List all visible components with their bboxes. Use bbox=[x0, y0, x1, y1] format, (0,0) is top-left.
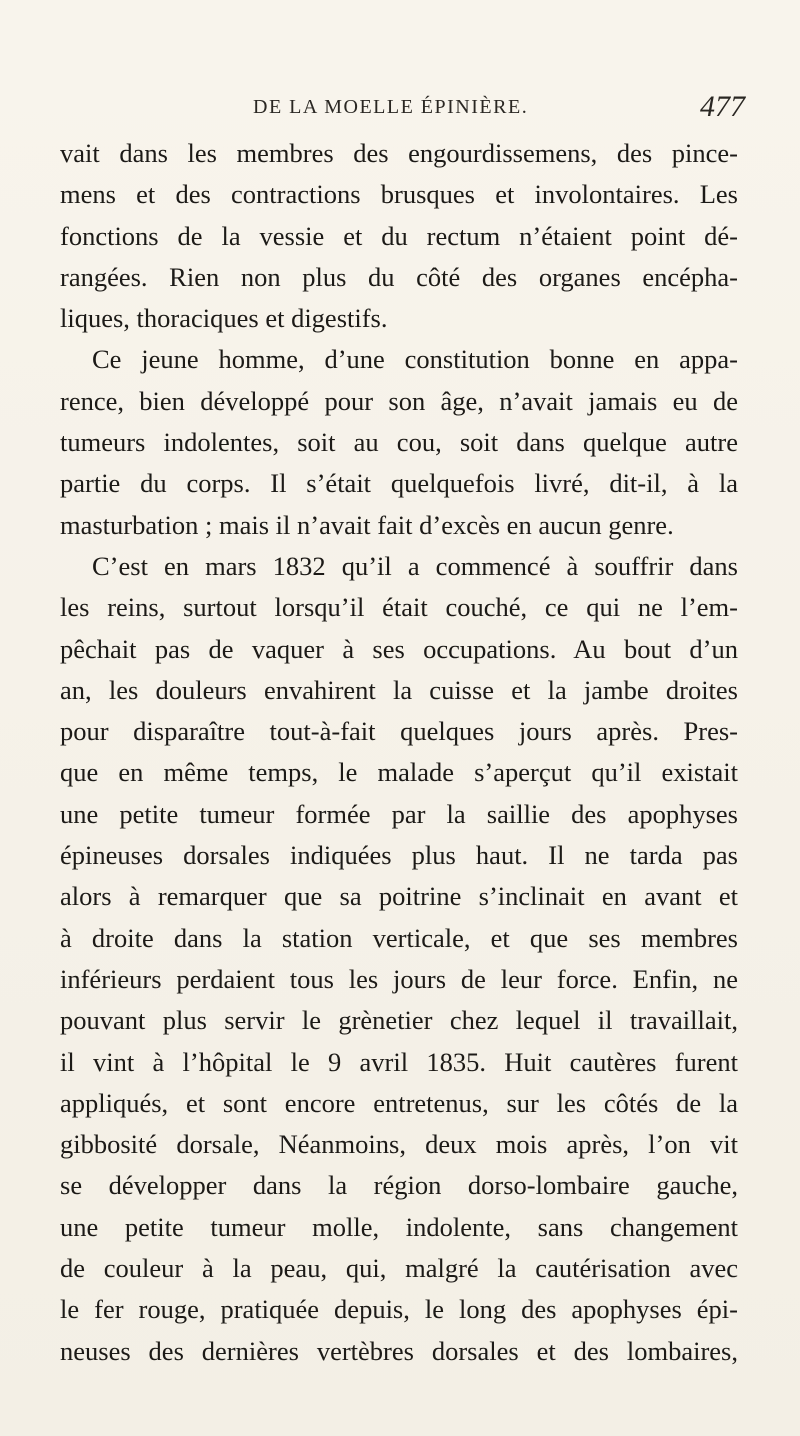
text-line: rangées. Rien non plus du côté des organes encépha- bbox=[60, 261, 738, 292]
text-line: alors à remarquer que sa poitrine s’inclinait en avant et bbox=[60, 881, 738, 912]
text-line: de couleur à la peau, qui, malgré la cautérisation avec bbox=[60, 1253, 738, 1284]
page-number: 477 bbox=[700, 90, 745, 123]
text-line: gibbosité dorsale, Néanmoins, deux mois après, l’on vit bbox=[60, 1129, 738, 1160]
running-head bbox=[0, 92, 800, 132]
text-line: tumeurs indolentes, soit au cou, soit dans quelque autre bbox=[60, 427, 738, 458]
text-line: C’est en mars 1832 qu’il a commencé à souffrir dans bbox=[92, 550, 738, 581]
text-line: mens et des contractions brusques et involontaires. Les bbox=[60, 179, 738, 210]
text-line: Ce jeune homme, d’une constitution bonne en appa- bbox=[92, 344, 738, 375]
text-line: inférieurs perdaient tous les jours de leur force. Enfin, ne bbox=[60, 963, 738, 994]
text-line: fonctions de la vessie et du rectum n’étaient point dé- bbox=[60, 220, 738, 251]
text-line: an, les douleurs envahirent la cuisse et la jambe droites bbox=[60, 674, 738, 705]
text-line: vait dans les membres des engourdissemens, des pince- bbox=[60, 138, 738, 168]
text-line: appliqués, et sont encore entretenus, sur les côtés de la bbox=[60, 1087, 738, 1118]
text-line: à droite dans la station verticale, et que ses membres bbox=[60, 922, 738, 953]
body-text bbox=[60, 133, 738, 1372]
text-line: le fer rouge, pratiquée depuis, le long des apophyses épi- bbox=[60, 1294, 738, 1325]
text-line: liques, thoraciques et digestifs. bbox=[60, 303, 388, 334]
text-line: partie du corps. Il s’était quelquefois livré, dit-il, à la bbox=[60, 468, 738, 499]
text-line: pouvant plus servir le grènetier chez lequel il travaillait, bbox=[60, 1005, 738, 1036]
text-line: rence, bien développé pour son âge, n’avait jamais eu de bbox=[60, 385, 738, 416]
text-line: une petite tumeur molle, indolente, sans changement bbox=[60, 1211, 738, 1242]
text-line: les reins, surtout lorsqu’il était couché, ce qui ne l’em- bbox=[60, 592, 738, 623]
text-line: pêchait pas de vaquer à ses occupations. Au bout d’un bbox=[60, 633, 738, 664]
text-line: épineuses dorsales indiquées plus haut. Il ne tarda pas bbox=[60, 840, 738, 871]
text-line: se développer dans la région dorso-lombaire gauche, bbox=[60, 1170, 738, 1201]
text-line: il vint à l’hôpital le 9 avril 1835. Huit cautères furent bbox=[60, 1046, 738, 1077]
text-line: que en même temps, le malade s’aperçut qu’il existait bbox=[60, 757, 738, 788]
text-line: pour disparaître tout-à-fait quelques jours après. Pres- bbox=[60, 716, 738, 747]
text-line: masturbation ; mais il n’avait fait d’excès en aucun genre. bbox=[60, 509, 674, 540]
text-line: une petite tumeur formée par la saillie des apophyses bbox=[60, 798, 738, 829]
text-line: neuses des dernières vertèbres dorsales et des lombaires, bbox=[60, 1335, 738, 1366]
running-title: DE LA MOELLE ÉPINIÈRE. bbox=[253, 96, 529, 118]
